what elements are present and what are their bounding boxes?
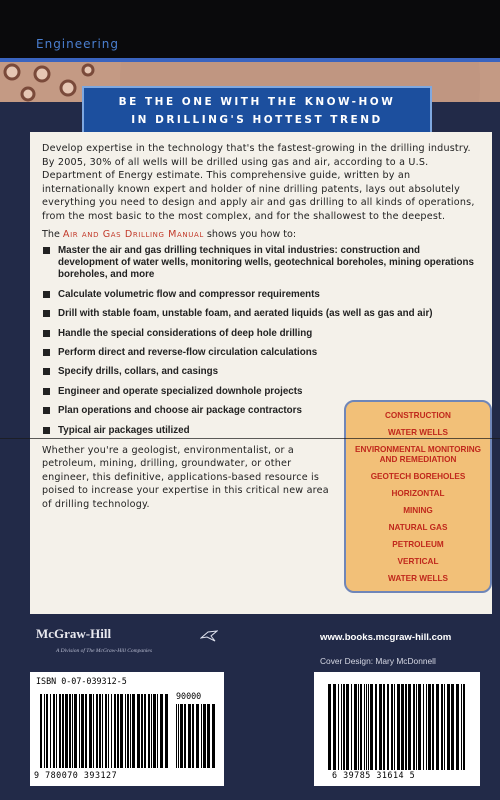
barcode-bar <box>394 684 395 770</box>
barcode-number: 6 39785 31614 5 <box>332 770 416 780</box>
barcode-bar <box>341 684 342 770</box>
barcode-bar <box>65 694 68 768</box>
barcode-bar <box>105 694 107 768</box>
headline-line-2: IN DRILLING'S HOTTEST TREND <box>131 114 383 126</box>
barcode-bar <box>387 684 389 770</box>
publisher-subtitle: A Division of The McGraw-Hill Companies <box>56 648 152 654</box>
barcode-bar <box>111 694 112 768</box>
shows-how-prefix: The <box>42 228 60 240</box>
application-item: NATURAL GAS <box>388 523 448 532</box>
application-item: MINING <box>403 506 433 515</box>
barcode-bar <box>212 704 215 768</box>
barcode-bars <box>328 684 466 770</box>
barcode-bar <box>447 684 450 770</box>
barcode-bar <box>127 694 129 768</box>
barcode-bar <box>180 704 183 768</box>
barcode-bar <box>96 694 98 768</box>
barcode-bar <box>89 694 92 768</box>
application-item: HORIZONTAL <box>391 489 445 498</box>
barcode-bar <box>137 694 140 768</box>
barcode-bar <box>383 684 385 770</box>
barcode-bar <box>85 694 87 768</box>
barcode-bar <box>333 684 336 770</box>
publisher-bird-icon <box>200 630 218 642</box>
barcode-bar <box>461 684 462 770</box>
barcode-bar <box>46 694 48 768</box>
list-item: Plan operations and choose air package contractors <box>42 405 358 417</box>
list-item: Drill with stable foam, unstable foam, and aerated liquids (as well as gas and air) <box>42 308 480 320</box>
barcode-bar <box>62 694 64 768</box>
barcode-bar <box>418 684 421 770</box>
intro-paragraph: Develop expertise in the technology that's the fastest-growing in the drilling industry. By 2005, 30% of all wells will be drilled using gas and air, according to a U.S. Department of Energy estimate. This comprehensive guide, written by an internationally known expert and holder of nine drilling patents, lays out absolutely everything you need to design and apply air and gas drilling to all kinds of operations, from the most basic to the most complex, and for the shallowest to the deepest. <box>42 143 475 222</box>
barcode-bar <box>463 684 465 770</box>
application-item: CONSTRUCTION <box>385 411 451 420</box>
barcode-bar <box>120 694 123 768</box>
barcode-bar <box>456 684 459 770</box>
barcode-bar <box>153 694 156 768</box>
barcode-bar <box>148 694 150 768</box>
barcode-bar <box>358 684 359 770</box>
barcode-bar <box>157 694 158 768</box>
application-item: WATER WELLS <box>388 428 448 437</box>
shows-how-line <box>42 229 480 240</box>
barcode-bar <box>328 684 331 770</box>
upc-barcode <box>314 672 480 786</box>
barcode-bar <box>444 684 445 770</box>
barcode-bar <box>144 694 146 768</box>
headline-line-1: BE THE ONE WITH THE KNOW-HOW <box>118 96 396 108</box>
barcode-bar <box>405 684 407 770</box>
barcode-bar <box>53 694 55 768</box>
website-url: www.books.mcgraw-hill.com <box>320 632 452 643</box>
list-item: Master the air and gas drilling techniques in vital industries: construction and development of water wells, monitoring wells, geotechnical boreholes, mining operations boreholes, and more <box>42 245 480 282</box>
barcode-bar <box>397 684 400 770</box>
barcode-bar <box>141 694 143 768</box>
barcode-bar <box>426 684 427 770</box>
barcode-bar <box>50 694 51 768</box>
application-item: PETROLEUM <box>392 540 444 549</box>
barcode-bar <box>413 684 415 770</box>
barcode-bar <box>102 694 103 768</box>
barcode-bar <box>366 684 367 770</box>
application-item: VERTICAL <box>397 557 439 566</box>
barcode-bar <box>40 694 42 768</box>
barcode-bar <box>56 694 57 768</box>
barcode-bar <box>368 684 369 770</box>
barcode-bar <box>72 694 73 768</box>
barcode-bar <box>436 684 439 770</box>
barcode-bar <box>192 704 194 768</box>
barcode-bar <box>346 684 349 770</box>
barcode-bar <box>59 694 61 768</box>
publisher-logo: McGraw-Hill <box>36 626 112 641</box>
barcode-bar <box>69 694 71 768</box>
list-item: Specify drills, collars, and casings <box>42 366 358 378</box>
barcode-bar <box>401 684 404 770</box>
barcode-bar <box>117 694 119 768</box>
barcode-bar <box>201 704 202 768</box>
list-item: Handle the special considerations of deep hole drilling <box>42 328 480 340</box>
barcode-bar <box>93 694 94 768</box>
barcode-bar <box>176 704 177 768</box>
barcode-bar <box>108 694 109 768</box>
barcode-bar <box>416 684 417 770</box>
barcode-bar <box>165 694 168 768</box>
application-item: WATER WELLS <box>388 574 448 583</box>
barcode-bars <box>40 694 170 768</box>
closing-paragraph: Whether you're a geologist, environmentalist, or a petroleum, mining, drilling, groundwater, or other engineer, this definitive, applications-based resource is poised to increase your expertise in this critical new area of drilling technology. <box>42 445 329 510</box>
barcode-bar <box>370 684 373 770</box>
price-barcode-bars <box>176 704 216 768</box>
barcode-bar <box>130 694 131 768</box>
headline-banner <box>82 86 432 134</box>
list-item: Engineer and operate specialized downhole projects <box>42 386 358 398</box>
barcode-bar <box>178 704 179 768</box>
barcode-bar <box>151 694 152 768</box>
barcode-bar <box>79 694 80 768</box>
barcode-bar <box>354 684 357 770</box>
isbn-barcode <box>30 672 224 786</box>
shows-how-suffix: shows you how to: <box>206 228 297 240</box>
barcode-bar <box>408 684 411 770</box>
barcode-bar <box>391 684 393 770</box>
barcode-bar <box>207 704 210 768</box>
barcode-bar <box>160 694 163 768</box>
barcode-bar <box>188 704 191 768</box>
barcode-bar <box>428 684 431 770</box>
barcode-bar <box>196 704 199 768</box>
barcode-bar <box>203 704 206 768</box>
price-code: 90000 <box>176 691 202 701</box>
barcode-bar <box>451 684 454 770</box>
barcode-bar <box>99 694 101 768</box>
barcode-bar <box>364 684 365 770</box>
application-item: GEOTECH BOREHOLES <box>370 472 466 481</box>
barcode-bar <box>114 694 116 768</box>
barcode-bar <box>338 684 339 770</box>
list-item: Perform direct and reverse-flow circulation calculations <box>42 347 358 359</box>
cover-design-credit: Cover Design: Mary McDonnell <box>320 656 436 666</box>
barcode-bar <box>343 684 345 770</box>
barcode-bar <box>432 684 434 770</box>
list-item: Typical air packages utilized <box>42 425 358 437</box>
application-item: ENVIRONMENTAL MONITORING AND REMEDIATION <box>355 445 481 464</box>
barcode-number: 9 780070 393127 <box>34 770 118 780</box>
barcode-bar <box>132 694 135 768</box>
barcode-bar <box>379 684 382 770</box>
barcode-bar <box>351 684 352 770</box>
barcode-bar <box>375 684 377 770</box>
book-title: Air and Gas Drilling Manual <box>62 228 204 240</box>
applications-box <box>344 400 492 593</box>
barcode-bar <box>423 684 424 770</box>
list-item: Calculate volumetric flow and compressor requirements <box>42 289 480 301</box>
barcode-bar <box>81 694 84 768</box>
barcode-bar <box>360 684 362 770</box>
barcode-bar <box>441 684 443 770</box>
category-label: Engineering <box>36 37 119 51</box>
barcode-bar <box>184 704 186 768</box>
barcode-bar <box>125 694 126 768</box>
barcode-bar <box>74 694 77 768</box>
scan-line <box>0 438 500 439</box>
barcode-bar <box>44 694 45 768</box>
isbn-text: ISBN 0-07-039312-5 <box>36 676 127 686</box>
